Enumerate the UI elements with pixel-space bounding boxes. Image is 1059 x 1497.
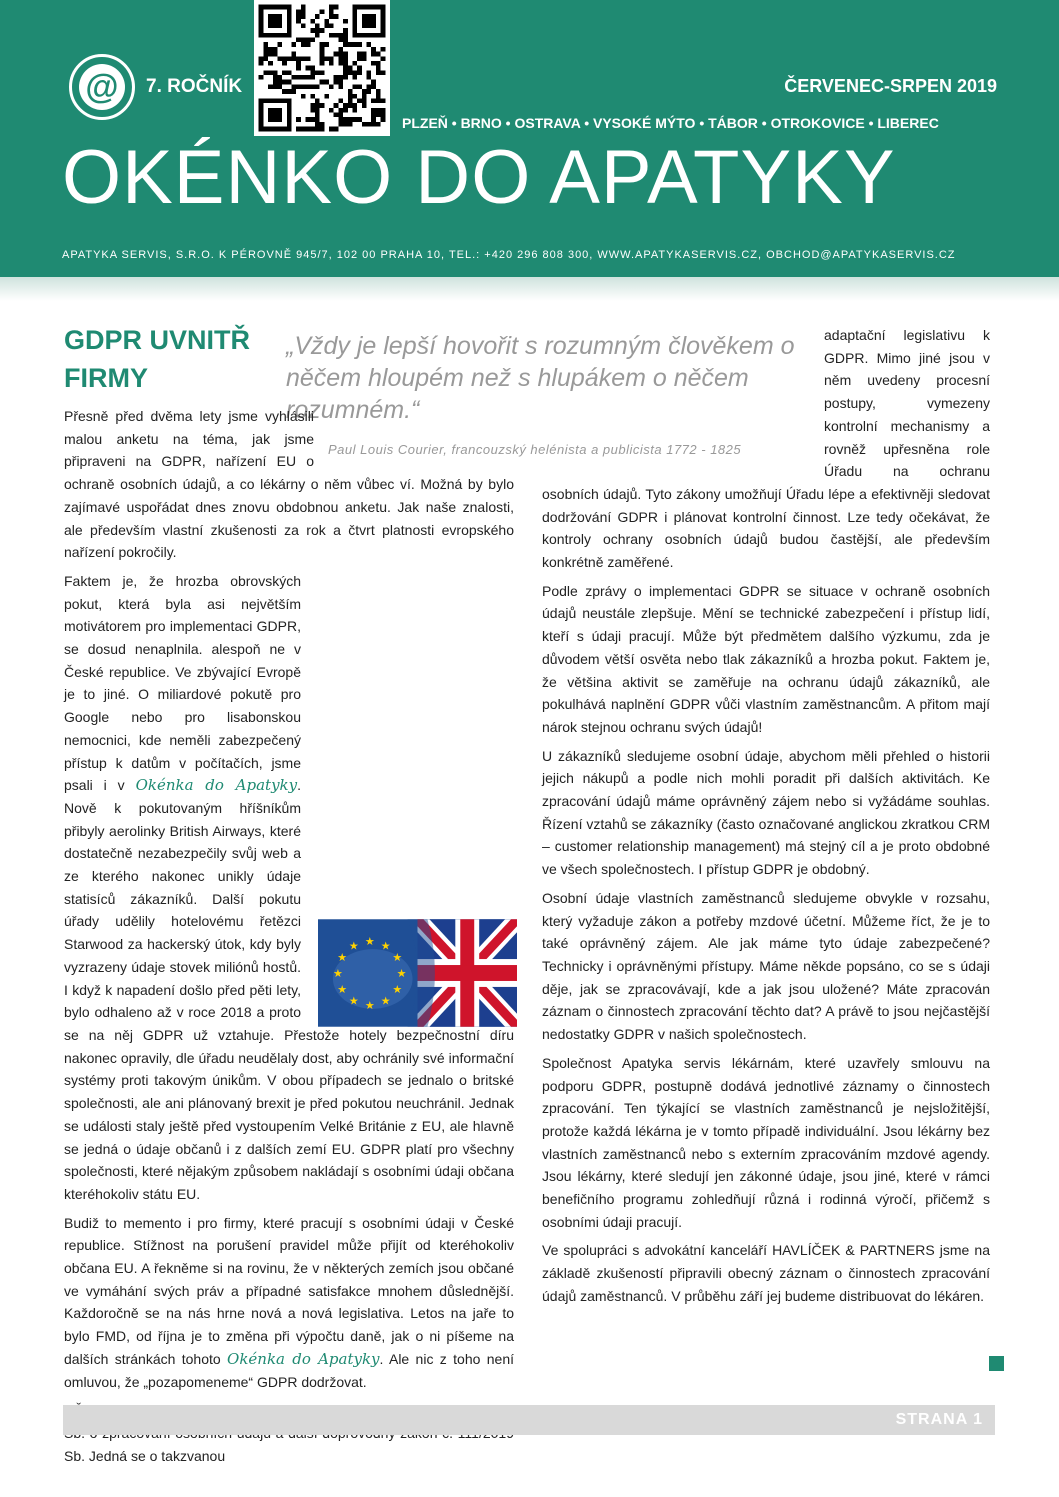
- brand-inline-logo: Okénka do Apatyky: [135, 776, 298, 795]
- eu-star-icon: ★: [392, 952, 403, 965]
- apatyka-logo: [69, 54, 135, 120]
- paragraph: Přesně před dvěma lety jsme vyhlásili malou anketu na téma, jak jsme připraveni na GDPR, nařízení EU o ochraně osobních údajů, a co lékárny o něm vůbec ví. Možná by bylo zajímavé uspořádat dnes znovu obdobnou anketu. Jak naše znalosti, ale především vlastní zkušenosti za rok a čtvrt platnosti evropského nařízení pokročily.: [64, 408, 514, 561]
- issue-date: ČERVENEC-SRPEN 2019: [784, 76, 997, 96]
- eu-star-icon: ★: [337, 952, 348, 965]
- paragraph: Sb. Jedná se o takzvanou: [64, 1447, 226, 1464]
- paragraph: Budiž to memento i pro firmy, které pracují s osobními údaji v České republice. Stížnost na porušení pravidel může přijít od kteréhokoliv občana EU. A řekněme si na rovinu, že v některých zemích jsou občané ve vymáhání svých práv a případné satisfakce mnohem důslednější. Každoročně se na nás hrne nová a nová legislativa. Letos na jaře to bylo FMD, od října je to změna při výpočtu daně, jak o ni píšeme na dalších stránkách tohoto Okénka do Apatyky. Ale nic z toho není omluvou, že „pozapomeneme“ GDPR dodržovat.: [64, 1214, 514, 1390]
- eu-star-icon: ★: [332, 967, 343, 980]
- pull-quote: „Vždy je lepší hovořit s rozumným člověkem o něčem hloupém než s hlupákem o něčem rozumném.“: [286, 332, 795, 424]
- cities-list: PLZEŇ • BRNO • OSTRAVA • VYSOKÉ MÝTO • TÁBOR • OTROKOVICE • LIBEREC: [402, 115, 939, 131]
- header-shadow-band: [0, 277, 1059, 301]
- eu-star-icon: ★: [348, 995, 359, 1008]
- paragraph: Faktem je, že hrozba obrovských pokut, která byla asi největším motivátorem pro implementaci GDPR, se dosud nenaplnila. alespoň ne v České republice. Ve zbývající Evropě je to jiné. O miliardové pokutě pro Google nebo pro lisabonskou nemocnici, kde neměli zabezpečený přístup k datům v počítačích, jsme psali i v Okénka do Apatyky. Nově k pokutovaným hříšníkům přibyly aerolinky British Airways, které dostatečně nezabezpečily svůj web a ze kterého nakonec unikly údaje statisíců zákazníků. Další pokutu úřady udělily hotelovému řetězci Starwood za hackerský útok, kdy byly vyzrazeny údaje stovek miliónů hostů. I když k napadení došlo před pěti lety, bylo odhaleno až v roce 2018 a proto se na něj GDPR už vztahuje. Přestože hotely bezpečnostní díru nakonec opravily, dle úřadu neudělaly dost, aby ochránily své informační systémy proti takovým únikům. V obou případech se jednalo o britské společnosti, ale ani plánovaný brexit je před pokutou neuchránil. Jednak se události staly ještě před vystoupením Velké Británie z EU, ale hlavně se jedná o údaje občanů i z dalších zemí EU. GDPR platí pro všechny společnosti, které nějakým způsobem nakládají s osobními údaji občana kteréhokoliv státu EU.: [64, 572, 514, 1202]
- page-number: STRANA 1: [895, 1411, 983, 1428]
- qr-code-icon[interactable]: [254, 0, 390, 136]
- eu-uk-flag-image: [318, 919, 517, 1027]
- eu-star-icon: ★: [364, 936, 375, 949]
- paragraph: U zákazníků sledujeme osobní údaje, abychom měli přehled o historii jejich nákupů a podle nich mohli poradit při dalších aktivitách. Ke zpracování údajů máme oprávněný zájem nebo si vyžádáme souhlas. Řízení vztahů se zákazníky (často označované anglickou zkratkou CRM – customer relationship management) má stejný cíl a je proto obdobné ve všech společnostech. I přístup GDPR je obdobný.: [542, 747, 990, 878]
- eu-star-icon: ★: [380, 995, 391, 1008]
- quote-author: Paul Louis Courier, francouzský helénista a publicista 1772 - 1825: [328, 442, 742, 457]
- paragraph: Osobní údaje vlastních zaměstnanců sledujeme obvykle v rozsahu, který vyžaduje zákon a potřeby mzdové účetní. Můžeme říct, že je to také oprávněný zájem. Ale jak máme tyto údaje zabezpečené? Technicky i oprávněnými přístupy. Máme někde popsáno, co se s údaji děje, jak se zpracovávají, kde a jak jsou uložené? Máte zpracován záznam o činnostech zpracování těchto dat? A právě to jsou nejčastější nedostatky GDPR v našich společnostech.: [542, 889, 990, 1043]
- eu-star-icon: ★: [392, 983, 403, 996]
- volume-label: 7. ROČNÍK: [146, 76, 243, 97]
- newsletter-title: OKÉNKO DO APATYKY: [62, 135, 896, 220]
- eu-star-icon: ★: [337, 983, 348, 996]
- article-end-mark: [989, 1356, 1004, 1371]
- footer-bar: [63, 1405, 995, 1435]
- eu-star-icon: ★: [396, 967, 407, 980]
- paragraph: Podle zprávy o implementaci GDPR se situace v ochraně osobních údajů neustále zlepšuje. Mění se technické zabezpečení i přístup lidí, kteří s údaji pracují. Může být předmětem dalšího výzkumu, zda je důvodem větší osvěta nebo tlak zákazníků a hrozba pokut. Faktem je, že většina aktivit se zaměřuje na ochranu údajů zákazníků, ale pokulhává naplnění GDPR vůči vlastním zaměstnancům. A přitom mají nárok stejnou ochranu svých údajů!: [542, 582, 990, 735]
- at-sign-icon: @: [79, 64, 125, 110]
- paragraph: Společnost Apatyka servis lékárnám, které uzavřely smlouvu na podporu GDPR, postupně dodává jednotlivé záznamy o činnostech zpracování. Ten týkající se vlastních zaměstnanců je nejsložitější, protože každá lékárna je v tomto případě individuální. Jsou lékárny bez vlastních zaměstnanců nebo s externím zpracováním mzdové agendy. Jsou lékárny, které sledují jen zákonné údaje, jsou jiné, které v rámci benefičního programu zohledňují různá i rodinná výročí, přičemž s osobními údaji pracují.: [542, 1054, 990, 1230]
- eu-star-icon: ★: [380, 940, 391, 953]
- masthead: [0, 0, 1059, 277]
- company-address: APATYKA SERVIS, S.R.O. K PÉROVNĚ 945/7, 102 00 PRAHA 10, TEL.: +420 296 808 300, WWW.APATYKASERVIS.CZ, OBCHOD@APATYKASERVIS.CZ: [62, 249, 956, 261]
- eu-star-icon: ★: [348, 940, 359, 953]
- brand-inline-logo: Okénka do Apatyky: [227, 1349, 380, 1368]
- eu-star-icon: ★: [364, 999, 375, 1012]
- article-column-right: [542, 324, 990, 1314]
- paragraph: adaptační legislativu k GDPR. Mimo jiné jsou v něm uvedeny procesní postupy, vymezeny kontrolní mechanismy a rovněž upřesněna role Úřadu na ochranu osobních údajů. Tyto zákony umožňují Úřadu lépe a efektivněji sledovat dodržování GDPR i plánovat kontrolní činnost. Lze tedy očekávat, že kontroly ochrany osobních údajů budou častější, ale především konkrétně zaměřené.: [542, 327, 990, 571]
- article-headline: GDPR UVNITŘ FIRMY: [64, 325, 251, 393]
- paragraph: Ve spolupráci s advokátní kanceláří HAVLÍČEK & PARTNERS jsme na základě zkušeností připravili obecný záznam o činnostech zpracování údajů zaměstnanců. V průběhu září jej budeme distribuovat do lékáren.: [542, 1242, 990, 1304]
